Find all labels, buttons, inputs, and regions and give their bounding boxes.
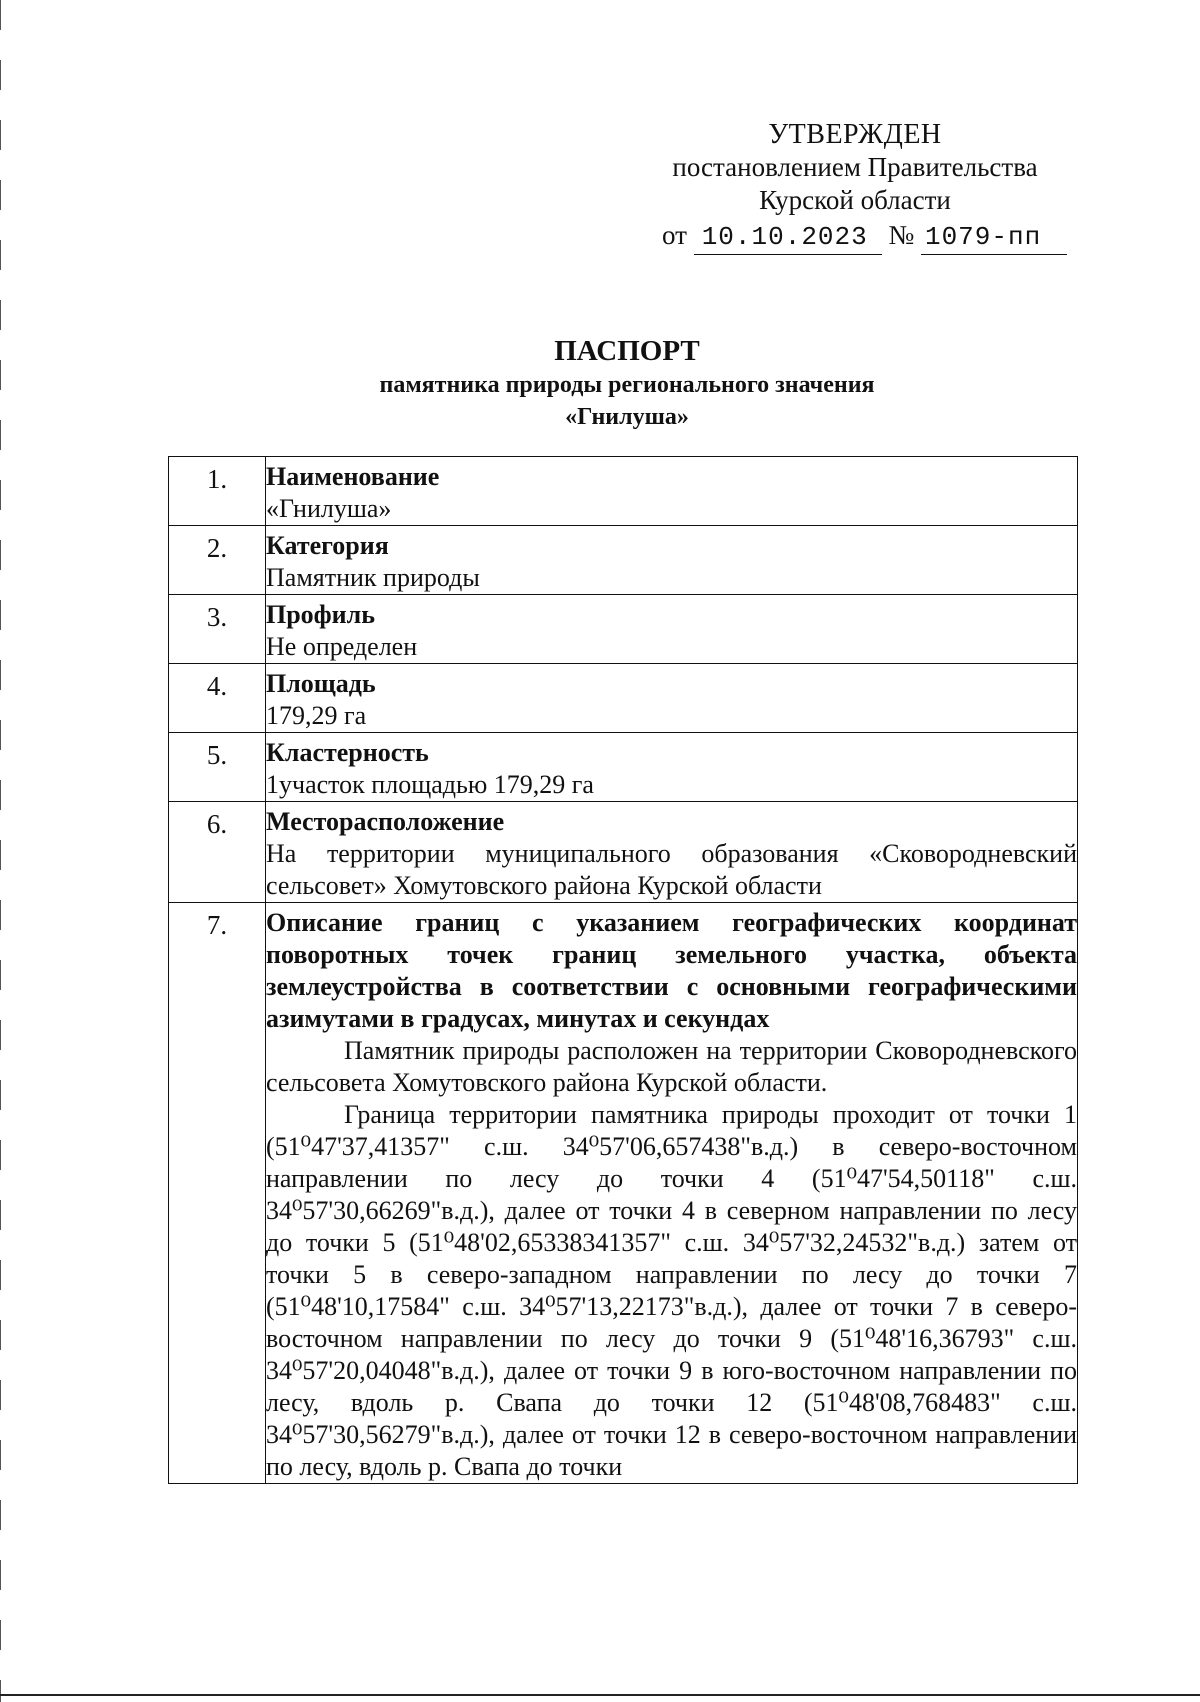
row-number: 2.: [169, 526, 266, 595]
row-content: [266, 664, 1078, 733]
approval-line-2: постановлением Правительства: [672, 152, 1038, 182]
passport-name: «Гнилуша»: [565, 404, 689, 430]
table-row: [169, 526, 1078, 595]
approval-title: УТВЕРЖДЕН: [768, 119, 942, 150]
approval-block: [640, 118, 1070, 255]
row-content: [266, 526, 1078, 595]
table-row: [169, 802, 1078, 903]
table-row: [169, 664, 1078, 733]
row-value: Не определен: [266, 632, 418, 661]
date-prefix: от: [662, 220, 687, 250]
row-content: [266, 457, 1078, 526]
number-prefix: №: [888, 220, 915, 250]
row-value: 1участок площадью 179,29 га: [266, 770, 594, 799]
scan-left-edge: [0, 0, 1, 1702]
row-heading: Месторасположение: [266, 807, 505, 836]
row-heading: Описание границ с указанием географических координат поворотных точек границ земельного участка, объекта землеустройства в соответствии с основными географическими азимутами в градусах, минутах и секундах: [266, 908, 1077, 1033]
row-heading: Категория: [266, 531, 389, 560]
approval-line-3: Курской области: [759, 185, 951, 215]
row-content: [266, 802, 1078, 903]
row-heading: Кластерность: [266, 738, 429, 767]
row-content: [266, 903, 1078, 1484]
table-row: [169, 903, 1078, 1484]
row-number: 5.: [169, 733, 266, 802]
row-content: [266, 595, 1078, 664]
row-number: 6.: [169, 802, 266, 903]
row-value: «Гнилуша»: [266, 494, 392, 523]
row-heading: Наименование: [266, 462, 440, 491]
approval-number: 1079-пп: [921, 221, 1067, 255]
row-number: 4.: [169, 664, 266, 733]
row-content: [266, 733, 1078, 802]
passport-table: [168, 456, 1078, 1484]
passport-header: [0, 333, 1200, 433]
approval-date: 10.10.2023: [694, 221, 882, 255]
row-number: 1.: [169, 457, 266, 526]
row-heading: Площадь: [266, 669, 376, 698]
table-row: [169, 457, 1078, 526]
table-row: [169, 595, 1078, 664]
row-value: На территории муниципального образования «Сковородневский сельсовет» Хомутовского района Курской области: [266, 839, 1077, 900]
scan-bottom-edge: [0, 1694, 1200, 1696]
passport-title: ПАСПОРТ: [554, 335, 700, 367]
table-row: [169, 733, 1078, 802]
row-value: 179,29 га: [266, 701, 367, 730]
passport-subtitle: памятника природы регионального значения: [379, 372, 875, 398]
boundary-paragraph-2: Граница территории памятника природы проходит от точки 1 (51⁰47'37,41357" с.ш. 34⁰57'06,657438"в.д.) в северо-восточном направлении по лесу до точки 4 (51⁰47'54,50118" с.ш. 34⁰57'30,66269"в.д.), далее от точки 4 в северном направлении по лесу до точки 5 (51⁰48'02,65338341357" с.ш. 34⁰57'32,24532"в.д.) затем от точки 5 в северо-западном направлении по лесу до точки 7 (51⁰48'10,17584" с.ш. 34⁰57'13,22173"в.д.), далее от точки 7 в северо-восточном направлении по лесу до точки 9 (51⁰48'16,36793" с.ш. 34⁰57'20,04048"в.д.), далее от точки 9 в юго-восточном направлении по лесу, вдоль р. Свапа до точки 12 (51⁰48'08,768483" с.ш. 34⁰57'30,56279"в.д.), далее от точки 12 в северо-восточном направлении по лесу, вдоль р. Свапа до точки: [266, 1100, 1077, 1481]
approval-date-number-line: [640, 219, 1070, 255]
row-value: Памятник природы: [266, 563, 480, 592]
row-heading: Профиль: [266, 600, 375, 629]
boundary-paragraph-1: Памятник природы расположен на территории Сковородневского сельсовета Хомутовского района Курской области.: [266, 1036, 1077, 1097]
row-number: 7.: [169, 903, 266, 1484]
row-number: 3.: [169, 595, 266, 664]
